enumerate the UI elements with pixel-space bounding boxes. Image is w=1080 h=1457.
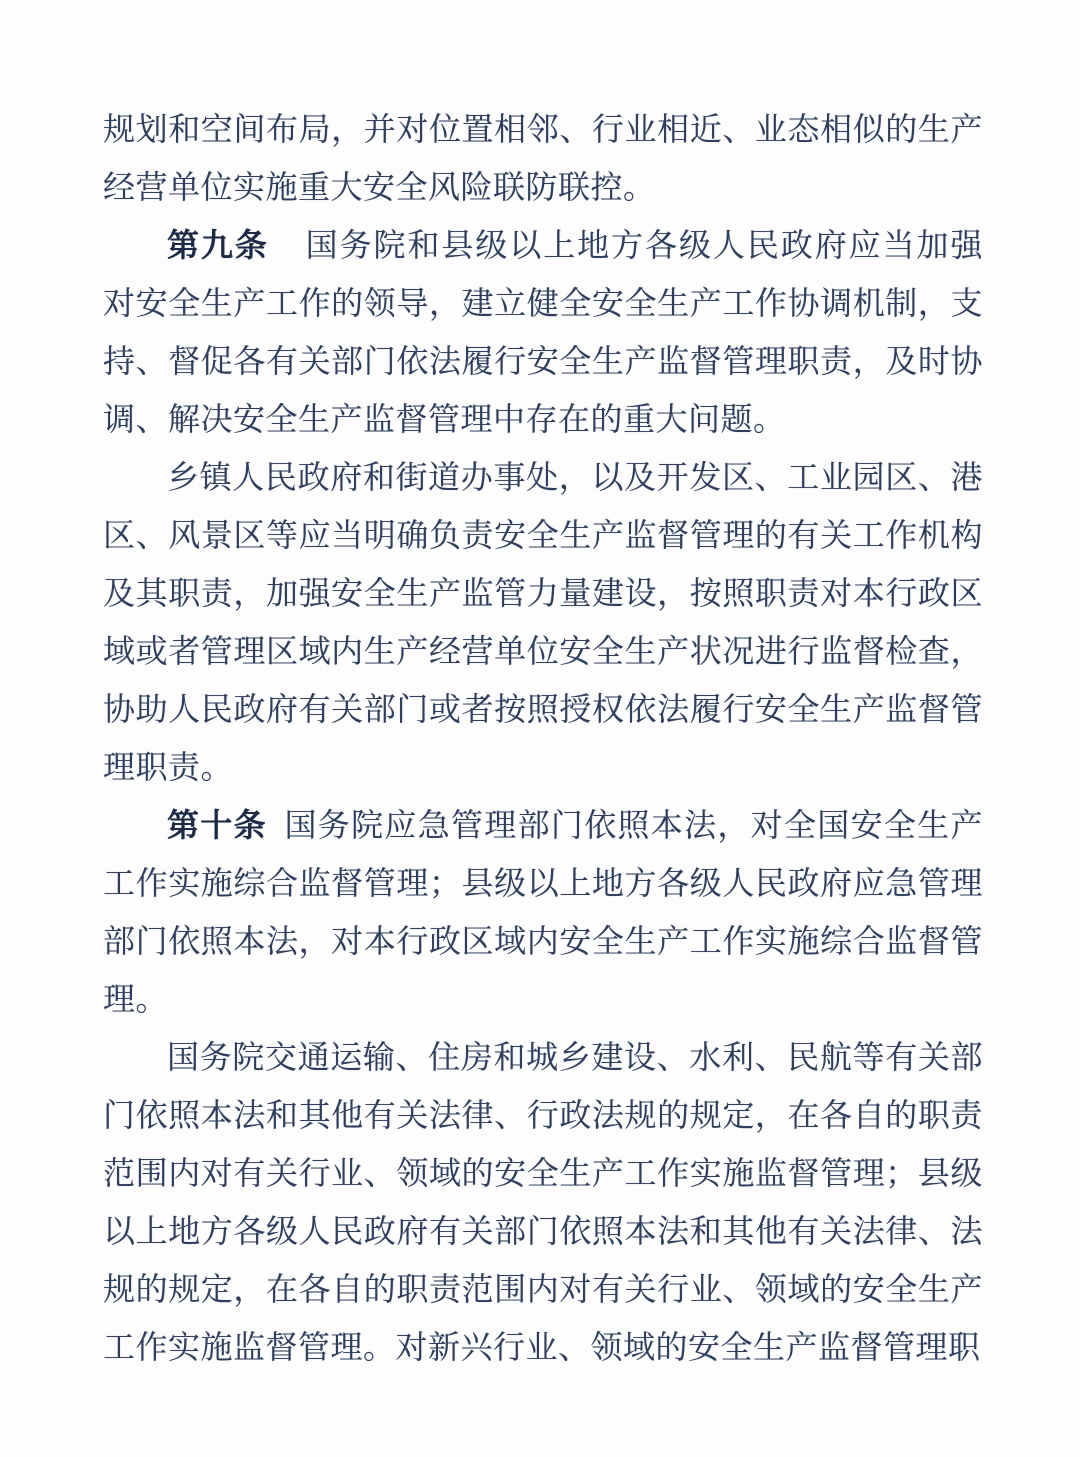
paragraph-article-9 — [103, 216, 983, 448]
law-text-block — [103, 100, 983, 1376]
paragraph-text: 国务院和县级以上地方各级人民政府应当加强对安全生产工作的领导，建立健全安全生产工作协调机制，支持、督促各有关部门依法履行安全生产监督管理职责，及时协调、解决安全生产监督管理中存在的重大问题。 — [103, 227, 983, 437]
paragraph-text: 规划和空间布局，并对位置相邻、行业相近、业态相似的生产经营单位实施重大安全风险联防联控。 — [103, 111, 983, 205]
article-number: 第十条 — [167, 807, 267, 843]
paragraph-article-10-clause-2 — [103, 1028, 983, 1376]
paragraph-article-9-clause-2 — [103, 448, 983, 796]
paragraph-continuation — [103, 100, 983, 216]
paragraph-text: 国务院应急管理部门依照本法，对全国安全生产工作实施综合监督管理；县级以上地方各级人民政府应急管理部门依照本法，对本行政区域内安全生产工作实施综合监督管理。 — [103, 807, 983, 1017]
article-number: 第九条 — [167, 227, 269, 263]
paragraph-article-10 — [103, 796, 983, 1028]
paragraph-text: 国务院交通运输、住房和城乡建设、水利、民航等有关部门依照本法和其他有关法律、行政法规的规定，在各自的职责范围内对有关行业、领域的安全生产工作实施监督管理；县级以上地方各级人民政府有关部门依照本法和其他有关法律、法规的规定，在各自的职责范围内对有关行业、领域的安全生产工作实施监督管理。对新兴行业、领域的安全生产监督管理职 — [103, 1039, 983, 1365]
paragraph-text: 乡镇人民政府和街道办事处，以及开发区、工业园区、港区、风景区等应当明确负责安全生产监督管理的有关工作机构及其职责，加强安全生产监管力量建设，按照职责对本行政区域或者管理区域内生产经营单位安全生产状况进行监督检查，协助人民政府有关部门或者按照授权依法履行安全生产监督管理职责。 — [103, 459, 983, 785]
